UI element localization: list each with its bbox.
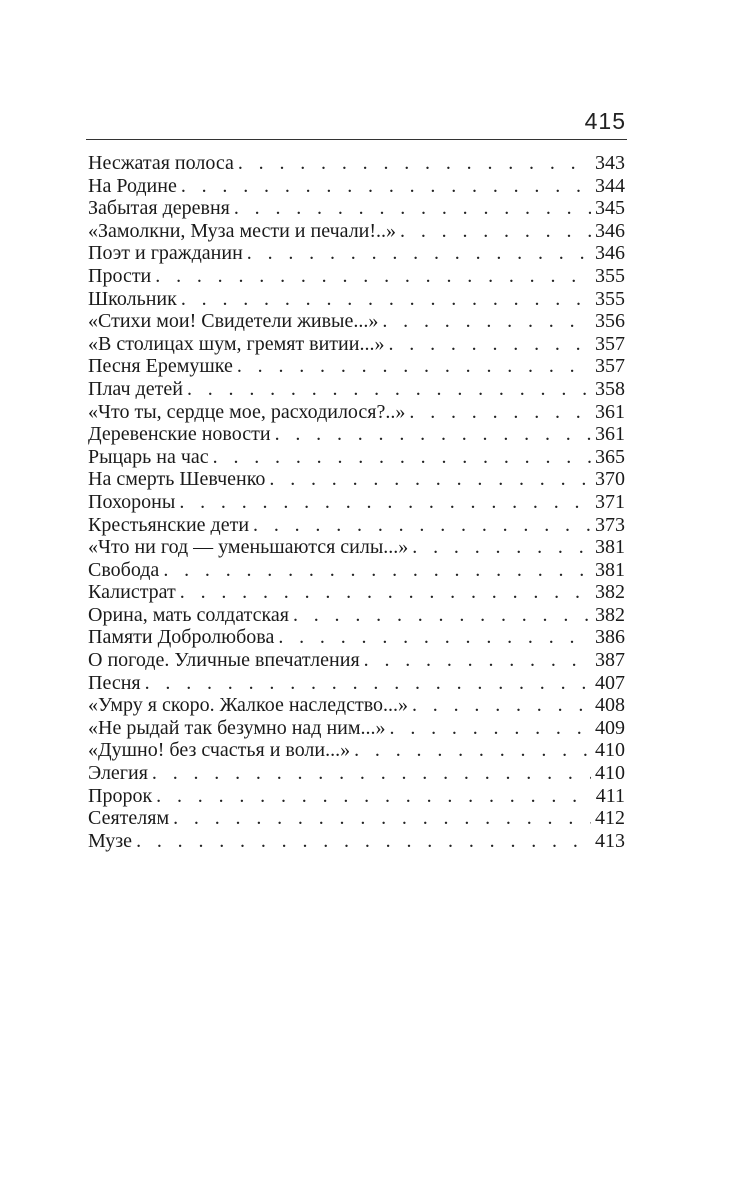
- toc-entry-page: 358: [595, 377, 625, 400]
- toc-entry: [88, 559, 625, 582]
- toc-entry: [88, 807, 625, 830]
- toc-entry-page: 410: [595, 739, 625, 762]
- toc-entry-page: 382: [595, 581, 625, 604]
- toc-entry-title: Несжатая полоса: [88, 152, 234, 174]
- toc-entry: [88, 220, 625, 243]
- toc-entry: [88, 401, 625, 424]
- toc-entry-title: Пророк: [88, 784, 153, 807]
- toc-entry-page: 381: [595, 536, 625, 559]
- toc-entry-title: На Родине: [88, 174, 177, 197]
- toc-entry-page: 345: [595, 197, 625, 220]
- toc-entry-page: 382: [595, 603, 625, 626]
- toc-entry-page: 357: [595, 355, 625, 378]
- toc-dot-leader: [175, 491, 591, 514]
- toc-entry-page: 413: [595, 829, 625, 852]
- toc-entry-title: Песня: [88, 671, 141, 694]
- toc-entry-title: «Не рыдай так безумно над ним...»: [88, 716, 386, 739]
- toc-entry-page: 343: [595, 152, 625, 174]
- toc-entry-page: 409: [595, 716, 625, 739]
- toc-entry-page: 346: [595, 242, 625, 265]
- toc-entry: [88, 355, 625, 378]
- toc-entry: [88, 694, 625, 717]
- toc-entry-page: 361: [595, 423, 625, 446]
- toc-dot-leader: [177, 175, 591, 198]
- toc-entry-title: На смерть Шевченко: [88, 468, 266, 491]
- toc-entry-page: 408: [595, 694, 625, 717]
- toc-entry-page: 387: [595, 649, 625, 672]
- toc-entry: [88, 265, 625, 288]
- toc-entry: [88, 288, 625, 311]
- toc-dot-leader: [350, 739, 591, 762]
- toc-entry: [88, 468, 625, 491]
- toc-entry-page: 412: [595, 807, 625, 830]
- toc-entry-title: «Стихи мои! Свидетели живые...»: [88, 310, 379, 333]
- toc-entry-page: 365: [595, 445, 625, 468]
- toc-entry-page: 344: [595, 174, 625, 197]
- header-rule: [86, 139, 627, 140]
- toc-entry-title: Забытая деревня: [88, 197, 230, 220]
- toc-entry-title: Памяти Добролюбова: [88, 626, 275, 649]
- toc-entry-page: 373: [595, 513, 625, 536]
- toc-dot-leader: [265, 468, 591, 491]
- toc-dot-leader: [176, 581, 591, 604]
- toc-entry-page: 370: [595, 468, 625, 491]
- toc-dot-leader: [405, 401, 591, 424]
- toc-entry-title: Похороны: [88, 490, 176, 513]
- toc-entry-title: Рыцарь на час: [88, 445, 209, 468]
- toc-entry: [88, 514, 625, 537]
- toc-entry-title: «Душно! без счастья и воли...»: [88, 739, 351, 762]
- toc-entry: [88, 536, 625, 559]
- toc-dot-leader: [141, 672, 591, 695]
- table-of-contents: [88, 152, 625, 852]
- toc-entry: [88, 785, 625, 808]
- toc-dot-leader: [230, 197, 591, 220]
- toc-dot-leader: [408, 536, 591, 559]
- toc-entry-title: Крестьянские дети: [88, 513, 250, 536]
- toc-dot-leader: [243, 242, 591, 265]
- toc-entry: [88, 739, 625, 762]
- toc-entry-page: 407: [595, 671, 625, 694]
- toc-entry: [88, 446, 625, 469]
- toc-dot-leader: [183, 378, 591, 401]
- toc-entry-title: Поэт и гражданин: [88, 242, 243, 265]
- toc-dot-leader: [289, 604, 591, 627]
- toc-dot-leader: [378, 310, 591, 333]
- toc-entry: [88, 152, 625, 175]
- toc-entry-title: «В столицах шум, гремят витии...»: [88, 332, 385, 355]
- toc-entry-title: Плач детей: [88, 377, 183, 400]
- toc-entry-title: Школьник: [88, 287, 177, 310]
- toc-entry-page: 410: [595, 762, 625, 785]
- toc-entry-page: 386: [595, 626, 625, 649]
- toc-entry-title: Песня Еремушке: [88, 355, 233, 378]
- toc-entry-page: 346: [595, 219, 625, 242]
- toc-dot-leader: [233, 355, 591, 378]
- toc-entry-page: 371: [595, 490, 625, 513]
- toc-dot-leader: [249, 514, 591, 537]
- toc-dot-leader: [151, 265, 591, 288]
- toc-entry-title: О погоде. Уличные впечатления: [88, 649, 360, 672]
- toc-entry: [88, 672, 625, 695]
- toc-entry-title: Прости: [88, 264, 152, 287]
- toc-dot-leader: [274, 626, 591, 649]
- toc-dot-leader: [209, 446, 591, 469]
- toc-entry-title: Сеятелям: [88, 807, 170, 830]
- toc-entry-title: «Умру я скоро. Жалкое наследство...»: [88, 694, 408, 717]
- toc-entry-title: Свобода: [88, 558, 160, 581]
- toc-entry: [88, 333, 625, 356]
- toc-dot-leader: [384, 333, 591, 356]
- toc-entry-page: 355: [595, 264, 625, 287]
- toc-entry-page: 357: [595, 332, 625, 355]
- toc-entry-page: 381: [595, 558, 625, 581]
- toc-entry: [88, 626, 625, 649]
- toc-entry: [88, 378, 625, 401]
- toc-entry-title: «Что ни год — уменьшаются силы...»: [88, 536, 409, 559]
- toc-entry: [88, 491, 625, 514]
- toc-dot-leader: [159, 559, 591, 582]
- toc-dot-leader: [396, 220, 591, 243]
- toc-entry-page: 411: [595, 784, 625, 807]
- toc-entry: [88, 649, 625, 672]
- toc-entry: [88, 604, 625, 627]
- toc-entry-title: Деревенские новости: [88, 423, 271, 446]
- toc-dot-leader: [234, 152, 591, 175]
- toc-entry: [88, 762, 625, 785]
- toc-entry-title: Калистрат: [88, 581, 176, 604]
- toc-dot-leader: [360, 649, 591, 672]
- toc-dot-leader: [177, 288, 591, 311]
- toc-dot-leader: [152, 785, 592, 808]
- toc-entry-page: 356: [595, 310, 625, 333]
- toc-entry-title: Орина, мать солдатская: [88, 603, 289, 626]
- toc-dot-leader: [148, 762, 591, 785]
- toc-entry-title: «Замолкни, Муза мести и печали!..»: [88, 219, 397, 242]
- toc-entry-title: Музе: [88, 829, 133, 852]
- toc-entry-page: 355: [595, 287, 625, 310]
- toc-dot-leader: [386, 717, 591, 740]
- toc-entry: [88, 581, 625, 604]
- toc-entry: [88, 830, 625, 853]
- toc-dot-leader: [132, 830, 591, 853]
- toc-entry-title: Элегия: [88, 762, 148, 785]
- toc-dot-leader: [169, 807, 591, 830]
- toc-entry: [88, 310, 625, 333]
- toc-entry: [88, 717, 625, 740]
- toc-entry: [88, 197, 625, 220]
- toc-entry: [88, 242, 625, 265]
- toc-entry: [88, 423, 625, 446]
- toc-entry-title: «Что ты, сердце мое, расходилося?..»: [88, 400, 406, 423]
- toc-dot-leader: [408, 694, 591, 717]
- page-number: 415: [584, 108, 626, 134]
- toc-entry: [88, 175, 625, 198]
- toc-dot-leader: [271, 423, 591, 446]
- toc-entry-page: 361: [595, 400, 625, 423]
